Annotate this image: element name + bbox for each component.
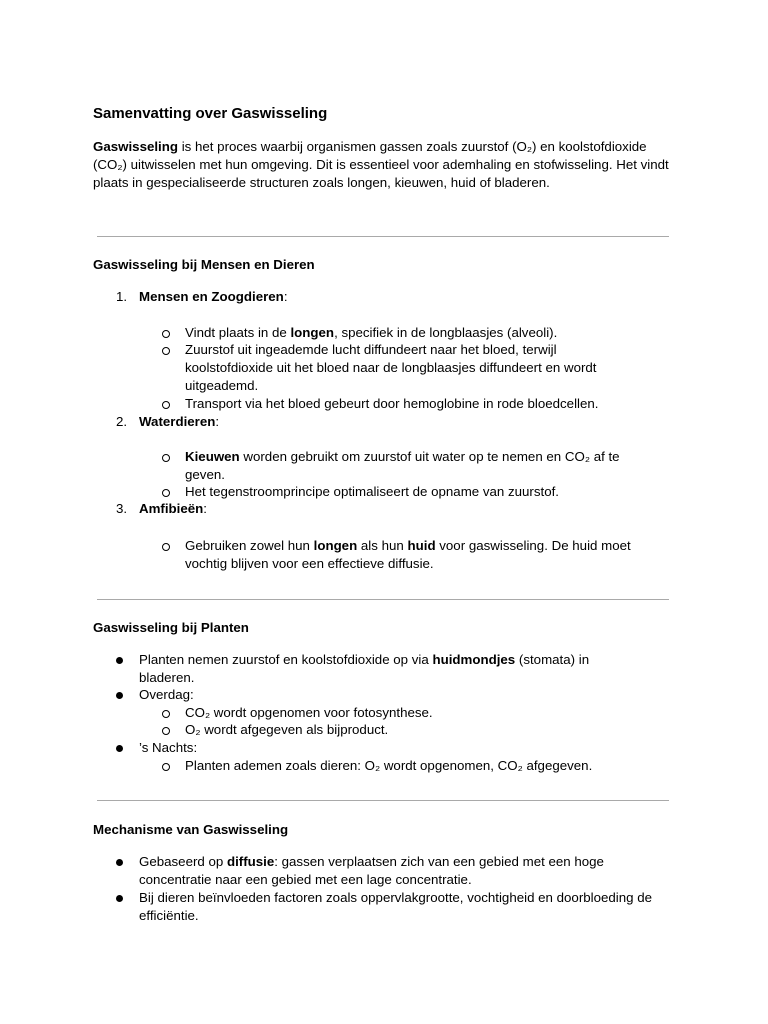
bullet-icon (116, 745, 123, 752)
section-divider (97, 599, 669, 600)
list-item: Overdag: (139, 687, 194, 702)
section-heading-plants: Gaswisseling bij Planten (93, 620, 249, 635)
circle-bullet-icon (162, 543, 170, 551)
list-item: O₂ wordt afgegeven als bijproduct. (185, 722, 389, 737)
list-number: 3. (116, 501, 128, 516)
list-number: 2. (116, 414, 128, 429)
document-title: Samenvatting over Gaswisseling (93, 105, 328, 122)
list-item-label: Waterdieren: (139, 414, 220, 429)
list-item: Gebaseerd op diffusie: gassen verplaatsen zich van een gebied met een hoge concentratie naar een gebied met een lage concentratie. (139, 854, 604, 887)
list-item: Vindt plaats in de longen, specifiek in de longblaasjes (alveoli). (185, 325, 558, 340)
list-item-label: Mensen en Zoogdieren: (139, 289, 288, 304)
intro-paragraph (93, 138, 673, 192)
bullet-icon (116, 692, 123, 699)
circle-bullet-icon (162, 763, 170, 771)
circle-bullet-icon (162, 727, 170, 735)
section-divider (97, 800, 669, 801)
bullet-icon (116, 859, 123, 866)
list-item: ’s Nachts: (139, 740, 198, 755)
list-item: Transport via het bloed gebeurt door hemoglobine in rode bloedcellen. (185, 396, 599, 411)
list-number: 1. (116, 289, 128, 304)
circle-bullet-icon (162, 330, 170, 338)
bullet-icon (116, 895, 123, 902)
intro-text: is het proces waarbij organismen gassen zoals zuurstof (O₂) en koolstofdioxide (CO₂) uitwisselen met hun omgeving. Dit is essentieel voor ademhaling en stofwisseling. Het vindt plaats in gespecialiseerde structuren zoals longen, kieuwen, huid of bladeren. (93, 139, 669, 190)
list-item: Planten ademen zoals dieren: O₂ wordt opgenomen, CO₂ afgegeven. (185, 758, 593, 773)
list-item: Kieuwen worden gebruikt om zuurstof uit water op te nemen en CO₂ af te geven. (185, 449, 620, 482)
bullet-icon (116, 657, 123, 664)
list-item: Zuurstof uit ingeademde lucht diffundeert naar het bloed, terwijl koolstofdioxide uit het bloed naar de longblaasjes diffundeert en wordt uitgeademd. (185, 342, 597, 393)
intro-bold-term: Gaswisseling (93, 139, 178, 154)
circle-bullet-icon (162, 454, 170, 462)
list-item: Gebruiken zowel hun longen als hun huid voor gaswisseling. De huid moet vochtig blijven voor een effectieve diffusie. (185, 538, 631, 571)
circle-bullet-icon (162, 489, 170, 497)
list-item-label: Amfibieën: (139, 501, 207, 516)
section-divider (97, 236, 669, 237)
circle-bullet-icon (162, 347, 170, 355)
section-heading-animals: Gaswisseling bij Mensen en Dieren (93, 257, 315, 272)
circle-bullet-icon (162, 401, 170, 409)
list-item: Bij dieren beïnvloeden factoren zoals oppervlakgrootte, vochtigheid en doorbloeding de efficiëntie. (139, 890, 653, 923)
list-item: Het tegenstroomprincipe optimaliseert de opname van zuurstof. (185, 484, 559, 499)
circle-bullet-icon (162, 710, 170, 718)
section-heading-mechanism: Mechanisme van Gaswisseling (93, 822, 289, 837)
list-item: Planten nemen zuurstof en koolstofdioxide op via huidmondjes (stomata) in bladeren. (139, 652, 590, 685)
list-item: CO₂ wordt opgenomen voor fotosynthese. (185, 705, 433, 720)
